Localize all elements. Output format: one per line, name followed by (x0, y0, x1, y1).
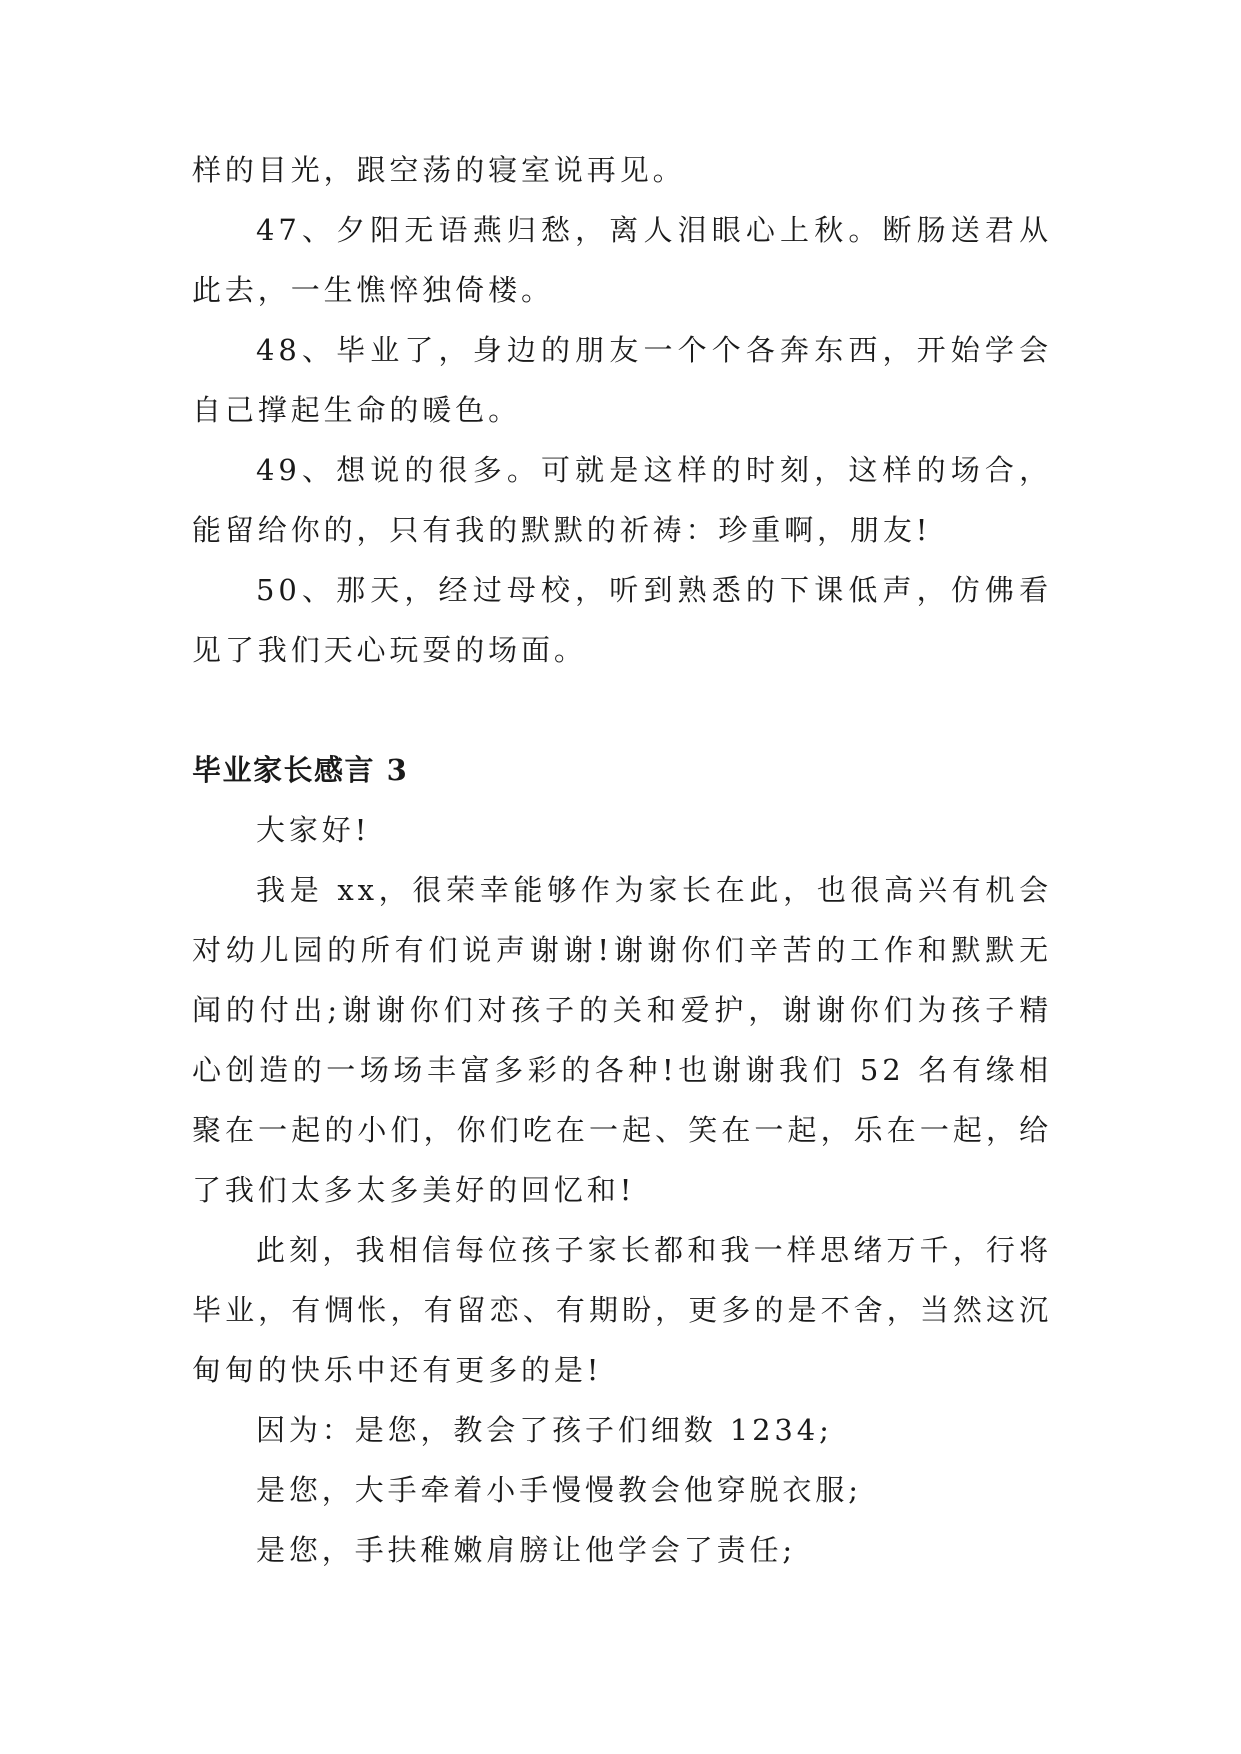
paragraph-responsibility: 是您，手扶稚嫩肩膀让他学会了责任; (256, 1533, 797, 1567)
section-block (192, 740, 1052, 1580)
paragraph-item-48: 48、毕业了，身边的朋友一个个各奔东西，开始学会自己撑起生命的暖色。 (192, 333, 1052, 427)
paragraph-item-49: 49、想说的很多。可就是这样的时刻，这样的场合，能留给你的，只有我的默默的祈祷：珍重啊，朋友! (192, 453, 1052, 547)
paragraph-feelings: 此刻，我相信每位孩子家长都和我一样思绪万千，行将毕业，有惆怅，有留恋、有期盼，更多的是不舍，当然这沉甸甸的快乐中还有更多的是! (192, 1233, 1052, 1387)
top-text-block (192, 140, 1052, 680)
paragraph-greeting: 大家好! (256, 813, 371, 847)
paragraph-thanks: 我是 xx，很荣幸能够作为家长在此，也很高兴有机会对幼儿园的所有们说声谢谢!谢谢你们辛苦的工作和默默无闻的付出;谢谢你们对孩子的关和爱护，谢谢你们为孩子精心创造的一场场丰富多彩的各种!也谢谢我们 52 名有缘相聚在一起的小们，你们吃在一起、笑在一起，乐在一起，给了我们太多太多美好的回忆和! (192, 873, 1052, 1207)
paragraph-clothes: 是您，大手牵着小手慢慢教会他穿脱衣服; (256, 1473, 862, 1507)
section-title: 毕业家长感言 3 (192, 753, 409, 787)
paragraph-continuation: 样的目光，跟空荡的寝室说再见。 (192, 153, 686, 187)
paragraph-item-50: 50、那天，经过母校，听到熟悉的下课低声，仿佛看见了我们天心玩耍的场面。 (192, 573, 1052, 667)
paragraph-item-47: 47、夕阳无语燕归愁，离人泪眼心上秋。断肠送君从此去，一生憔悴独倚楼。 (192, 213, 1052, 307)
paragraph-because: 因为：是您，教会了孩子们细数 1234; (256, 1413, 833, 1447)
